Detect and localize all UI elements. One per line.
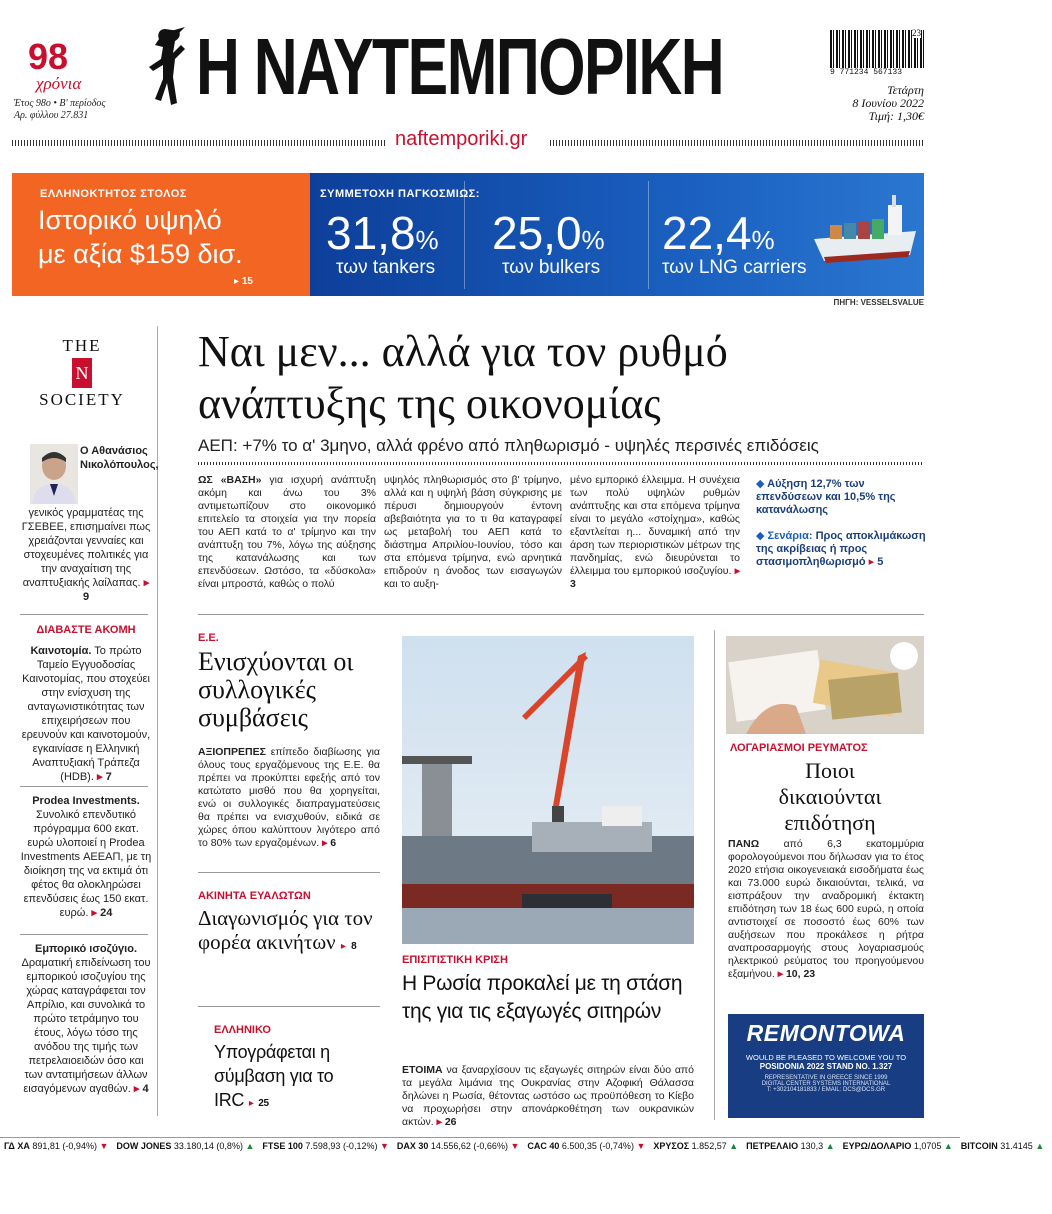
arrow-down-icon: ▼ — [633, 1141, 646, 1151]
ticker-value: 891,81 (-0,94%) — [29, 1141, 97, 1151]
day: Τετάρτη — [887, 83, 924, 97]
ticker-label: DOW JONES — [116, 1141, 172, 1151]
divider — [198, 872, 380, 873]
ticker-label: BITCOIN — [960, 1141, 998, 1151]
ticker-item[interactable] — [961, 1141, 1044, 1151]
date-block — [852, 84, 924, 123]
banner-page-ref: ▸ 15 — [234, 276, 253, 287]
stat-bulkers: 25,0% — [492, 207, 605, 259]
ticker-value: 130,3 — [798, 1141, 824, 1151]
read-more-heading: ΔΙΑΒΑΣΤΕ ΑΚΟΜΗ — [36, 624, 136, 636]
divider — [198, 462, 924, 465]
website-link[interactable]: naftemporiki.gr — [395, 128, 528, 150]
power-kicker: ΛΟΓΑΡΙΑΣΜΟΙ ΡΕΥΜΑΤΟΣ — [730, 742, 868, 754]
irc-headline[interactable]: Υπογράφεται η σύμβαση για το IRC ▸ 25 — [214, 1042, 334, 1110]
lead-subheadline: ΑΕΠ: +7% το α' 3μηνο, αλλά φρένο από πληθωρισμό - υψηλές περσινές επιδόσεις — [198, 436, 819, 455]
divider — [648, 181, 649, 289]
lead-col-1: ΩΣ «ΒΑΣΗ» για ισχυρή ανάπτυξη ακόμη και άνω του 3% αντιμετωπίζουν στο οικονομικό επιτελείο τα στοιχεία για την πορεία του ΑΕΠ κατά το α' τρίμηνο και την ανάπτυξη του 7%, λόγω της αύξησης της κατανάλωσης και των επενδύσεων. Ωστόσο, τα «δύσκολα» είναι μπροστά, καθώς ο πολύ — [198, 474, 376, 590]
ticker-value: 6.500,35 (-0,74%) — [559, 1141, 634, 1151]
irc-kicker: ΕΛΛΗΝΙΚΟ — [214, 1024, 271, 1036]
banner-source: ΠΗΓΗ: VESSELSVALUE — [833, 298, 924, 307]
hermes-logo-icon — [135, 25, 193, 121]
ticker-item[interactable] — [116, 1141, 254, 1151]
arrow-up-icon: ▲ — [242, 1141, 255, 1151]
divider — [550, 140, 924, 146]
banner-blue-kicker: ΣΥΜΜΕΤΟΧΗ ΠΑΓΚΟΣΜΙΩΣ: — [320, 188, 480, 200]
date: 8 Ιουνίου 2022 — [852, 96, 924, 110]
ee-headline[interactable]: Ενισχύονται οι συλλογικές συμβάσεις — [198, 647, 354, 732]
grain-kicker: ΕΠΙΣΙΤΙΣΤΙΚΗ ΚΡΙΣΗ — [402, 954, 508, 966]
stat-tankers-label: των tankers — [336, 257, 436, 278]
banner-blue-panel — [310, 173, 924, 296]
ticker-value: 7.598,93 (-0,12%) — [302, 1141, 378, 1151]
ticker-label: CAC 40 — [527, 1141, 560, 1151]
arrow-up-icon: ▲ — [941, 1141, 953, 1151]
lead-col-2: υψηλός πληθωρισμός στο β' τρίμηνο, αλλά και η υψηλή βάση σύγκρισης με πέρυσι δημιουργούν έντονη αβεβαιότητα για το τι θα καταγραφεί ως μεταβολή του ΑΕΠ κατά το διάστημα Απριλίου-Ιουνίου, τόσο και στα επόμενα τρίμηνα, ενώ αρνητικά επιδρούν η άνοδος των εισαγωγών και το αυξη- — [384, 474, 562, 590]
ticker-value: 33.180,14 (0,8%) — [171, 1141, 243, 1151]
ad-line-2: POSIDONIA 2022 STAND NO. 1.327 — [759, 1062, 893, 1071]
ticker-item[interactable] — [746, 1141, 834, 1151]
divider — [12, 140, 386, 146]
anniversary-word: χρόνια — [36, 74, 82, 93]
society-logo[interactable]: THE N SOCIETY — [39, 336, 125, 409]
banner-headline-2: με αξία $159 δισ. — [38, 239, 243, 269]
ticker-item[interactable] — [843, 1141, 953, 1151]
fleet-banner[interactable] — [12, 173, 924, 296]
ticker-value: 1,0705 — [911, 1141, 942, 1151]
ticker-label: FTSE 100 — [262, 1141, 303, 1151]
realestate-kicker: ΑΚΙΝΗΤΑ ΕΥΑΛΩΤΩΝ — [198, 890, 311, 902]
barcode — [830, 30, 925, 68]
divider — [198, 1006, 380, 1007]
divider — [20, 614, 148, 615]
arrow-up-icon: ▲ — [726, 1141, 739, 1151]
banner-orange-panel — [12, 173, 310, 296]
ticker-item[interactable] — [4, 1141, 108, 1151]
stat-lng-label: των LNG carriers — [662, 257, 807, 278]
ad-brand: REMONTOWA — [746, 1020, 906, 1046]
stat-bulkers-label: των bulkers — [502, 257, 601, 278]
divider — [20, 934, 148, 935]
arrow-up-icon: ▲ — [1032, 1141, 1045, 1151]
power-headline[interactable]: Ποιοι δικαιούνται επιδότηση — [778, 758, 882, 835]
barcode-number: 9 771234 567133 — [830, 68, 903, 77]
banner-headline-1: Ιστορικό υψηλό — [38, 205, 222, 235]
remontowa-ad[interactable] — [728, 1014, 924, 1118]
person-name[interactable]: Ο Αθανάσιος Νικολόπουλος, — [80, 445, 159, 471]
ticker-label: ΠΕΤΡΕΛΑΙΟ — [746, 1141, 799, 1151]
realestate-headline[interactable]: Διαγωνισμός για τον φορέα ακινήτων ▸ 8 — [198, 906, 373, 954]
lead-headline[interactable]: Ναι μεν... αλλά για τον ρυθμό ανάπτυξης της οικονομίας — [198, 327, 728, 428]
bills-photo — [726, 636, 924, 734]
grain-headline[interactable]: Η Ρωσία προκαλεί με τη στάση της για τις εξαγωγές σιτηρών — [402, 972, 683, 1023]
container-ship-icon — [810, 191, 920, 271]
person-blurb: γενικός γραμματέας της ΓΣΕΒΕΕ, επισημαίνει πως χρειάζονται γενναίες και στοχευμένες πολιτικές για την αναχαίτιση της αναπτυξιακής λαίλαπας. ▸ 9 — [21, 507, 151, 603]
ticker-label: DAX 30 — [396, 1141, 429, 1151]
divider — [714, 630, 715, 1120]
arrow-down-icon: ▼ — [377, 1141, 389, 1151]
price: Τιμή: 1,30€ — [868, 109, 924, 123]
lead-bullet-1: ◆ Αύξηση 12,7% των επενδύσεων και 10,5% της κατανάλωσης — [756, 478, 896, 516]
ticker-value: 1.852,57 — [689, 1141, 727, 1151]
arrow-down-icon: ▼ — [96, 1141, 109, 1151]
grain-text: ΕΤΟΙΜΑ να ξαναρχίσουν τις εξαγωγές σιτηρών είναι δύο από τα μεγάλα λιμάνια της Ουκρανίας στην Αζοφική Θάλασσα δηλώνει η Ρωσία, θέτοντας ωστόσο ως προϋπόθεση το Κίεβο να προχωρήσει στην απονάρκοθέτηση των ουκρανικών ακτών. ▸ 26 — [402, 1064, 694, 1128]
ee-text: ΑΞΙΟΠΡΕΠΕΣ επίπεδο διαβίωσης για όλους τους εργαζόμενους της Ε.Ε. θα πρέπει να προκύπτει εφεξής από τον κατώτατο μισθό που θα χορηγείται, ενώ οι συλλογικές διαπραγματεύσεις θα πρέπει να ενισχυθούν, ειδικά σε χώρες όπου καλύπτουν λιγότερο από το 80% των εργαζομένων. ▸ 6 — [198, 746, 380, 849]
lead-bullet-2: ◆ Σενάρια: Προς αποκλιμάκωση της ακρίβειας ή προς στασιμοπληθωρισμό ▸ 5 — [756, 530, 926, 568]
sidebar-item-prodea[interactable]: Prodea Investments. Συνολικό επενδυτικό πρόγραμμα 600 εκατ. ευρώ υλοποιεί η Prodea Investments ΑΕΕΑΠ, με τη διοίκηση της να εκτιμά ότι φέτος θα ολοκληρώσει επενδύσεις έως 150 εκατ. ευρώ. ▸ 24 — [20, 795, 152, 919]
lead-col-3: μένο εμπορικό έλλειμμα. Η συνέχεια των πολύ υψηλών ρυθμών ανάπτυξης και στα επόμενα τρίμηνα είναι το μεγάλο «στοίχημα», καθώς εξαντλείται η... δυναμική από την άρση των περιοριστικών μέτρων της πανδημίας, ενώ διευρύνεται το έλλειμμα του εμπορικού ισοζυγίου. ▸ 3 — [570, 474, 740, 590]
barcode-issue: 23 — [912, 28, 921, 38]
ad-line-5: T: +302104181833 / EMAIL: DCS@DCS.GR — [766, 1087, 886, 1093]
stat-tankers: 31,8% — [326, 207, 439, 259]
ticker-label: ΕΥΡΩ/ΔΟΛΑΡΙΟ — [842, 1141, 912, 1151]
ee-kicker: Ε.Ε. — [198, 632, 219, 644]
ad-line-3: REPRESENTATIVE IN GREECE SINCE 1999 — [764, 1075, 888, 1081]
anniversary-number: 98 — [28, 36, 69, 77]
ticker-item[interactable] — [262, 1141, 389, 1151]
ticker-item[interactable] — [527, 1141, 645, 1151]
divider — [464, 181, 465, 289]
ticker-value: 31.4145 — [997, 1141, 1033, 1151]
arrow-up-icon: ▲ — [823, 1141, 835, 1151]
port-crane-photo — [402, 636, 694, 944]
sidebar-item-innovation[interactable]: Καινοτομία. Το πρώτο Ταμείο Εγγυοδοσίας Καινοτομίας, που στοχεύει στην ενίσχυση της ανταγωνιστικότητας των επιχειρήσεων που ερευνούν και καινοτομούν, εγκαινίασε η Ελληνική Αναπτυξιακή Τράπεζα (HDB). ▸ 7 — [21, 645, 151, 783]
ticker-value: 14.556,62 (-0,66%) — [428, 1141, 508, 1151]
ticker-label: ΧΡΥΣΟΣ — [653, 1141, 690, 1151]
person-photo-avatar — [30, 444, 78, 504]
ticker-item[interactable] — [653, 1141, 738, 1151]
banner-kicker: ΕΛΛΗΝΟΚΤΗΤΟΣ ΣΤΟΛΟΣ — [40, 188, 187, 200]
ticker-item[interactable] — [397, 1141, 520, 1151]
issue-info: Έτος 98ο • Β' περίοδος Αρ. φύλλου 27.831 — [14, 98, 106, 121]
ad-line-4: DIGITAL CENTER SYSTEMS INTERNATIONAL — [761, 1081, 891, 1087]
newspaper-logo[interactable]: Η ΝΑΥΤΕΜΠΟΡΙΚΗ — [196, 22, 724, 111]
arrow-down-icon: ▼ — [507, 1141, 520, 1151]
divider — [20, 786, 148, 787]
power-text: ΠΑΝΩ από 6,3 εκατομμύρια φορολογούμενοι που δήλωσαν για το έτος 2020 ετήσια οικογενειακά εισοδήματα έως και 73.000 ευρώ δικαιούνται, τελικά, να εισπράξουν την αναδρομική έκτακτη επιδότηση των 18 έως 600 ευρώ, η οποία αντιστοιχεί σε ποσοστό έως 60% των αυξήσεων που προκάλεσε η ρήτρα αναπροσαρμογής στους λογαριασμούς ηλεκτρικού ρεύματος του προηγούμενου εξαμήνου. ▸ 10, 23 — [728, 838, 925, 980]
sidebar-item-trade-balance[interactable]: Εμπορικό ισοζύγιο. Δραματική επιδείνωση του εμπορικού ισοζυγίου της χώρας καταγράφεται τον Απρίλιο, και συνολικά το πρώτο τετράμηνο του έτους, λόγω τόσο της ανόδου της τιμής των πετρελαιοειδών όσο και των αντατιμήσεων άλλων εισαγόμενων αγαθών. ▸ 4 — [21, 943, 151, 1095]
divider — [198, 614, 924, 615]
ticker-label: ΓΔ ΧΑ — [4, 1141, 30, 1151]
market-ticker — [0, 1137, 1045, 1153]
ad-line-1: WOULD BE PLEASED TO WELCOME YOU TO — [745, 1053, 907, 1062]
stat-lng: 22,4% — [662, 207, 775, 259]
